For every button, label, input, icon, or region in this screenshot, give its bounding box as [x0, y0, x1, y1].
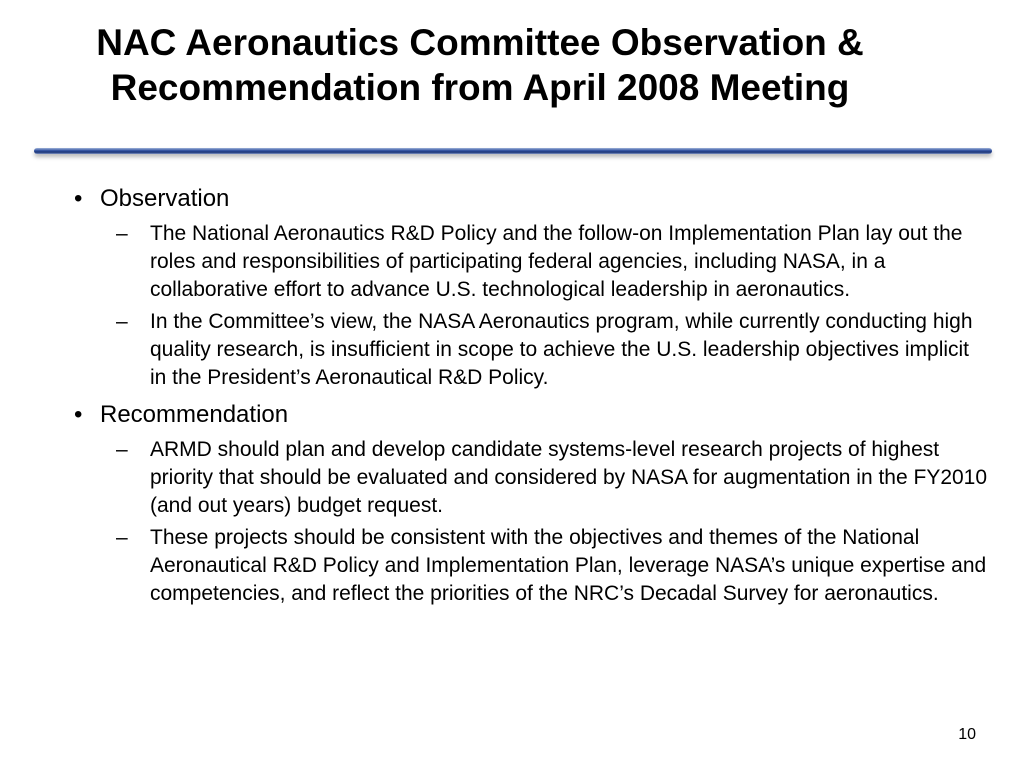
observation-item-2-text: In the Committee’s view, the NASA Aeronautics program, while currently conducting high quality research, is insufficient in scope to achieve the U.S. leadership objectives implicit in the President’s Aeronautical R&D Policy.: [150, 310, 973, 389]
section-heading-observation: Observation: [100, 185, 230, 212]
page-number: 10: [958, 726, 976, 743]
list-item: [116, 220, 1000, 304]
section-recommendation: [70, 398, 1000, 432]
slide-body: [70, 182, 1000, 608]
dash-icon: –: [116, 222, 128, 245]
section-heading-recommendation: Recommendation: [100, 401, 289, 428]
list-item: [116, 436, 1000, 520]
observation-item-1-text: The National Aeronautics R&D Policy and the follow-on Implementation Plan lay out the roles and responsibilities of participating federal agencies, including NASA, in a collaborative effort to advance U.S. technological leadership in aeronautics.: [150, 222, 963, 301]
bullet-icon: •: [74, 401, 83, 428]
dash-icon: –: [116, 526, 128, 549]
bullet-icon: •: [74, 185, 83, 212]
recommendation-item-1-text: ARMD should plan and develop candidate systems-level research projects of highest priority that should be evaluated and considered by NASA for augmentation in the FY2010 (and out years) budget request.: [150, 438, 988, 517]
slide-title: [40, 20, 920, 110]
recommendation-item-2-text: These projects should be consistent with the objectives and themes of the National Aeronautical R&D Policy and Implementation Plan, leverage NASA’s unique expertise and competencies, and reflect the priorities of the NRC’s Decadal Survey for aeronautics.: [150, 526, 987, 605]
section-observation: [70, 182, 1000, 216]
dash-icon: –: [116, 438, 128, 461]
list-item: [116, 308, 1000, 392]
title-divider-rule: [34, 148, 992, 154]
dash-icon: –: [116, 310, 128, 333]
list-item: [116, 524, 1000, 608]
slide-title-line-1: NAC Aeronautics Committee Observation &: [96, 22, 864, 63]
slide-title-line-2: Recommendation from April 2008 Meeting: [110, 67, 850, 108]
